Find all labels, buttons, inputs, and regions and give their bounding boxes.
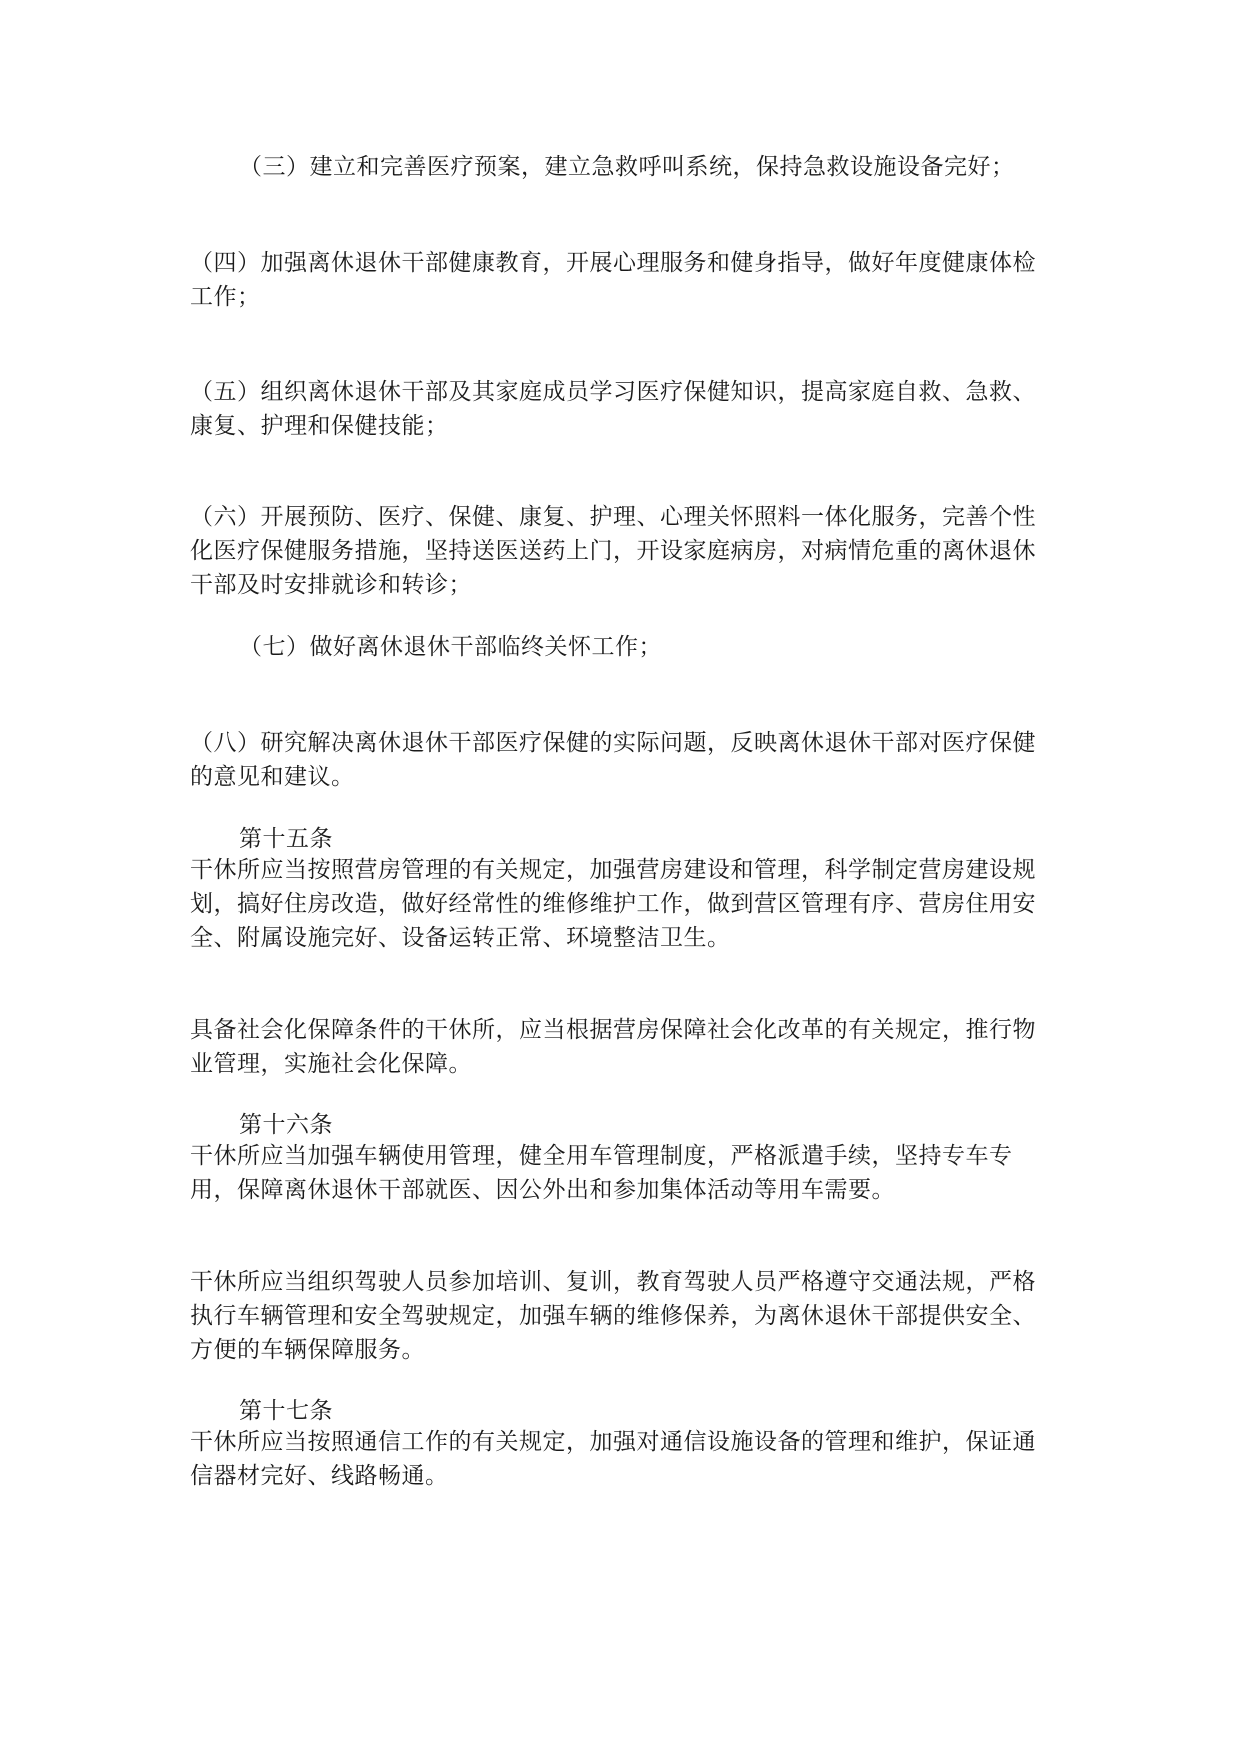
article-paragraph: 干休所应当按照通信工作的有关规定，加强对通信设施设备的管理和维护，保证通信器材完好、线路畅通。 (190, 1429, 1036, 1489)
article-paragraph: 干休所应当按照营房管理的有关规定，加强营房建设和管理，科学制定营房建设规划，搞好住房改造，做好经常性的维修维护工作，做到营区管理有序、营房住用安全、附属设施完好、设备运转正常、环境整洁卫生。 (190, 857, 1036, 951)
list-item: （四）加强离休退休干部健康教育，开展心理服务和健身指导，做好年度健康体检工作； (190, 250, 1036, 310)
article-paragraph: 干休所应当组织驾驶人员参加培训、复训，教育驾驶人员严格遵守交通法规，严格执行车辆管理和安全驾驶规定，加强车辆的维修保养，为离休退休干部提供安全、方便的车辆保障服务。 (190, 1269, 1036, 1363)
list-item: （八）研究解决离休退休干部医疗保健的实际问题，反映离休退休干部对医疗保健的意见和建议。 (190, 730, 1036, 790)
article-heading: 第十七条 (239, 1398, 333, 1424)
list-item: （六）开展预防、医疗、保健、康复、护理、心理关怀照料一体化服务，完善个性化医疗保健服务措施，坚持送医送药上门，开设家庭病房，对病情危重的离休退休干部及时安排就诊和转诊； (190, 504, 1036, 598)
list-item: （五）组织离休退休干部及其家庭成员学习医疗保健知识，提高家庭自救、急救、康复、护理和保健技能； (190, 379, 1036, 439)
list-item: （三）建立和完善医疗预案，建立急救呼叫系统，保持急救设施设备完好； (239, 154, 1015, 180)
list-item: （七）做好离休退休干部临终关怀工作； (239, 634, 662, 660)
article-paragraph: 干休所应当加强车辆使用管理，健全用车管理制度，严格派遣手续，坚持专车专用，保障离休退休干部就医、因公外出和参加集体活动等用车需要。 (190, 1143, 1013, 1203)
article-heading: 第十六条 (239, 1112, 333, 1138)
article-heading: 第十五条 (239, 826, 333, 852)
article-paragraph: 具备社会化保障条件的干休所，应当根据营房保障社会化改革的有关规定，推行物业管理，实施社会化保障。 (190, 1017, 1036, 1077)
